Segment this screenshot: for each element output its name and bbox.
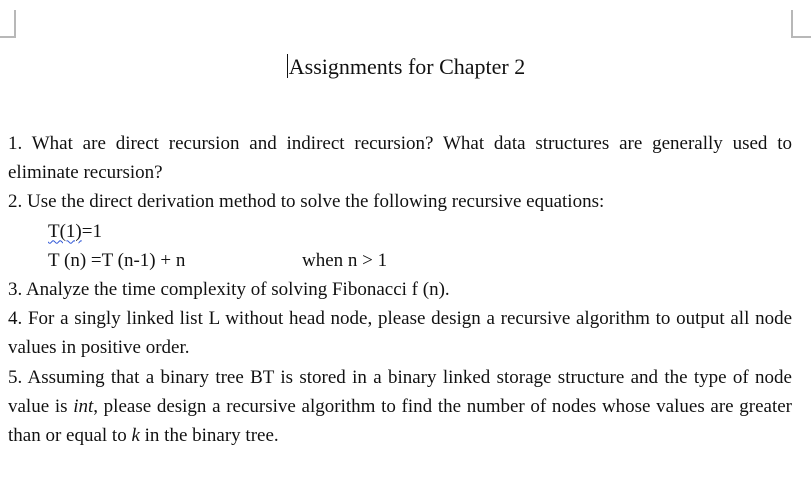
crop-mark-top-right	[791, 10, 811, 38]
equation-recurrence-text: T (n) =T (n-1) + n	[48, 249, 186, 271]
document-title[interactable]: Assignments for Chapter 2	[288, 54, 526, 79]
question-4[interactable]: 4. For a singly linked list L without head node, please design a recursive algorithm to output all node values in positive order.	[8, 308, 792, 359]
title-line	[0, 52, 812, 82]
equation-base-case[interactable]	[8, 217, 792, 246]
equation-recurrence[interactable]	[8, 246, 792, 275]
question-5-part-b: , please design a recursive algorithm to find the number of nodes whose values are greater than or equal to	[8, 395, 792, 447]
question-5-part-a: 5. Assuming that a binary tree BT is stored in a binary linked storage structure and the type of node value is	[8, 366, 792, 417]
equation-base-value: =1	[81, 220, 102, 242]
equation-condition: when n > 1	[302, 249, 388, 271]
question-1[interactable]: 1. What are direct recursion and indirect recursion? What data structures are generally used to eliminate recursion?	[8, 133, 792, 184]
crop-mark-top-left	[0, 10, 16, 38]
question-3[interactable]: 3. Analyze the time complexity of solving Fibonacci f (n).	[8, 279, 450, 301]
spellcheck-underlined-text[interactable]: T(1)	[48, 220, 82, 242]
question-2[interactable]: 2. Use the direct derivation method to solve the following recursive equations:	[8, 191, 605, 213]
document-body[interactable]	[8, 129, 792, 450]
question-5-part-c: in the binary tree.	[139, 425, 279, 447]
text-cursor	[287, 54, 288, 78]
question-5-int: int	[73, 395, 94, 417]
question-5[interactable]	[8, 363, 792, 451]
question-5-k: k	[131, 425, 140, 447]
